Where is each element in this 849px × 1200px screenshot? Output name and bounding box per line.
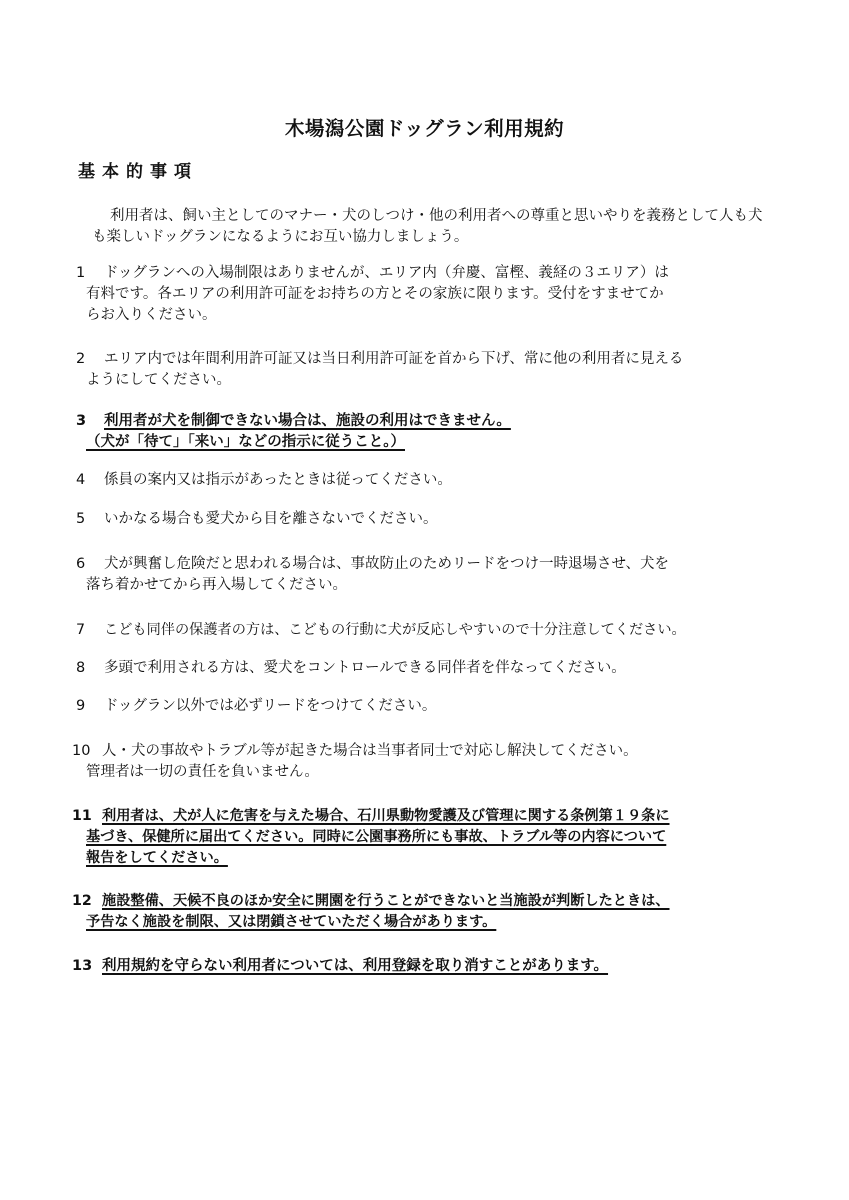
rule-line: 多頭で利用される方は、愛犬をコントロールできる同伴者を伴なってください。	[104, 660, 626, 676]
rule-line: 管理者は一切の責任を負いません。	[86, 764, 319, 780]
rule-line: エリア内では年間利用許可証又は当日利用許可証を首から下げ、常に他の利用者に見える	[104, 351, 684, 367]
rule-line: ドッグラン以外では必ずリードをつけてください。	[104, 698, 437, 714]
rule-item-1	[76, 263, 669, 326]
rule-number: 7	[76, 622, 86, 638]
rule-line: ようにしてください。	[86, 372, 231, 388]
rule-item-10	[72, 741, 638, 783]
rule-number: 1	[76, 265, 86, 281]
rule-line: らお入りください。	[86, 307, 217, 323]
rule-line: こども同伴の保護者の方は、こどもの行動に犬が反応しやすいので十分注意してください。	[104, 622, 686, 638]
rule-line: いかなる場合も愛犬から目を離さないでください。	[104, 511, 438, 527]
rule-number: 11	[72, 808, 92, 824]
rule-line: 基づき、保健所に届出てください。同時に公園事務所にも事故、トラブル等の内容について	[86, 829, 667, 845]
rule-number: 5	[76, 511, 86, 527]
rule-item-6	[76, 554, 669, 596]
rule-line: 利用規約を守らない利用者については、利用登録を取り消すことがあります。	[102, 958, 609, 974]
rule-line: 予告なく施設を制限、又は閉鎖させていただく場合があります。	[86, 914, 497, 930]
rule-line: 施設整備、天候不良のほか安全に開園を行うことができないと当施設が判断したときは、	[102, 893, 670, 909]
rule-number: 10	[72, 743, 91, 759]
rule-line: 落ち着かせてから再入場してください。	[86, 577, 347, 593]
rule-item-3	[76, 411, 511, 453]
rule-line: ドッグランへの入場制限はありませんが、エリア内（弁慶、富樫、義経の３エリア）は	[104, 265, 669, 281]
rule-number: 8	[76, 660, 86, 676]
rule-item-7	[76, 620, 686, 641]
document-title: 木場潟公園ドッグラン利用規約	[284, 117, 565, 140]
rule-line: 係員の案内又は指示があったときは従ってください。	[104, 472, 452, 488]
rule-line: 有料です。各エリアの利用許可証をお持ちの方とその家族に限ります。受付をすませてか	[86, 286, 664, 302]
rule-line: 犬が興奮し危険だと思われる場合は、事故防止のためリードをつけ一時退場させ、犬を	[104, 556, 670, 572]
rule-item-9	[76, 696, 436, 717]
section-heading: 基本的事項	[78, 162, 198, 182]
rule-line: 利用者は、犬が人に危害を与えた場合、石川県動物愛護及び管理に関する条例第１９条に	[102, 808, 670, 824]
rule-item-4	[76, 470, 452, 491]
rule-number: 12	[72, 893, 92, 909]
rule-number: 6	[76, 556, 86, 572]
rule-line: 報告をしてください。	[86, 850, 228, 866]
rule-line: （犬が「待て」「来い」などの指示に従うこと。）	[86, 434, 405, 450]
rule-number: 13	[72, 958, 93, 974]
rule-number: 3	[76, 413, 87, 429]
rule-item-5	[76, 509, 438, 530]
rule-item-12	[72, 891, 670, 933]
rule-line: 利用者が犬を制御できない場合は、施設の利用はできません。	[104, 413, 511, 429]
rule-number: 9	[76, 698, 86, 714]
rule-number: 4	[76, 472, 86, 488]
rule-item-13	[72, 956, 608, 977]
rule-item-11	[72, 806, 670, 869]
intro-paragraph: 利用者は、飼い主としてのマナー・犬のしつけ・他の利用者への尊重と思いやりを義務として人も犬も楽しいドッグランになるようにお互い協力しましょう。	[92, 208, 763, 245]
rule-line: 人・犬の事故やトラブル等が起きた場合は当事者同士で対応し解決してください。	[102, 743, 638, 759]
rule-item-2	[76, 349, 683, 391]
rule-item-8	[76, 658, 626, 679]
rule-number: 2	[76, 351, 86, 367]
